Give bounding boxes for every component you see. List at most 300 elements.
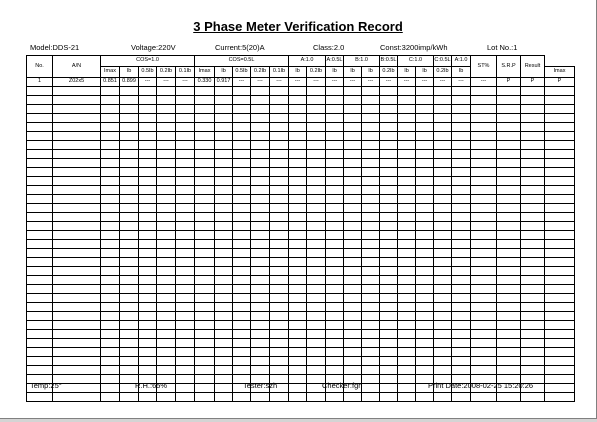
table-cell	[362, 375, 380, 384]
table-cell	[521, 303, 545, 312]
table-cell	[497, 276, 521, 285]
info-model: Model:DDS-21	[30, 43, 80, 52]
table-cell	[471, 330, 497, 339]
table-cell	[344, 213, 362, 222]
table-cell	[307, 96, 326, 105]
table-cell	[157, 312, 176, 321]
table-cell	[344, 114, 362, 123]
table-cell	[251, 294, 270, 303]
table-cell	[233, 168, 251, 177]
table-cell	[233, 357, 251, 366]
table-cell	[326, 150, 344, 159]
table-cell	[233, 240, 251, 249]
table-cell	[471, 366, 497, 375]
table-cell	[416, 195, 434, 204]
table-cell	[497, 177, 521, 186]
table-cell	[380, 141, 398, 150]
table-cell	[362, 141, 380, 150]
table-cell	[380, 114, 398, 123]
header-cos-05l: COS=0.5L	[195, 56, 289, 67]
table-cell	[215, 123, 233, 132]
table-cell	[251, 240, 270, 249]
table-cell	[53, 312, 101, 321]
table-cell	[471, 87, 497, 96]
table-cell	[307, 249, 326, 258]
table-cell	[101, 357, 120, 366]
table-cell	[289, 204, 307, 213]
table-cell	[101, 222, 120, 231]
table-cell	[497, 150, 521, 159]
table-cell	[289, 375, 307, 384]
table-cell	[344, 357, 362, 366]
table-cell	[120, 213, 139, 222]
table-cell	[452, 177, 471, 186]
table-cell	[398, 339, 416, 348]
table-cell	[176, 294, 195, 303]
table-cell	[380, 213, 398, 222]
table-cell	[497, 249, 521, 258]
table-cell	[398, 321, 416, 330]
table-cell	[416, 312, 434, 321]
table-row	[27, 87, 575, 96]
table-cell	[289, 285, 307, 294]
table-cell	[307, 159, 326, 168]
table-cell	[27, 105, 53, 114]
table-cell	[416, 258, 434, 267]
table-cell: ---	[307, 78, 326, 87]
table-cell	[326, 339, 344, 348]
table-cell	[416, 267, 434, 276]
table-cell	[398, 177, 416, 186]
table-cell	[176, 339, 195, 348]
table-row	[27, 240, 575, 249]
table-cell	[53, 294, 101, 303]
table-cell	[270, 285, 289, 294]
table-cell	[434, 204, 452, 213]
table-cell	[289, 276, 307, 285]
table-cell	[452, 168, 471, 177]
table-cell	[176, 96, 195, 105]
table-cell	[434, 348, 452, 357]
table-cell	[101, 96, 120, 105]
table-cell	[139, 348, 157, 357]
table-cell	[471, 339, 497, 348]
table-cell	[416, 231, 434, 240]
table-cell	[233, 132, 251, 141]
table-cell	[362, 321, 380, 330]
table-row	[27, 159, 575, 168]
table-cell	[215, 366, 233, 375]
table-cell	[101, 150, 120, 159]
table-cell	[471, 132, 497, 141]
table-cell	[27, 249, 53, 258]
table-row	[27, 186, 575, 195]
table-cell	[251, 312, 270, 321]
table-cell	[233, 258, 251, 267]
table-cell: P	[545, 78, 575, 87]
table-cell	[497, 330, 521, 339]
table-cell	[157, 339, 176, 348]
table-cell	[157, 87, 176, 96]
table-cell	[157, 240, 176, 249]
table-cell	[398, 150, 416, 159]
table-cell	[251, 159, 270, 168]
table-cell	[270, 249, 289, 258]
table-cell	[139, 321, 157, 330]
table-cell	[497, 141, 521, 150]
table-cell	[53, 177, 101, 186]
table-cell	[53, 231, 101, 240]
table-cell	[380, 195, 398, 204]
table-cell	[157, 123, 176, 132]
table-cell	[215, 357, 233, 366]
table-cell	[497, 312, 521, 321]
table-cell	[380, 285, 398, 294]
table-cell	[27, 303, 53, 312]
table-cell	[452, 285, 471, 294]
table-cell	[398, 141, 416, 150]
table-cell	[120, 141, 139, 150]
table-cell	[545, 231, 575, 240]
table-cell	[120, 357, 139, 366]
table-cell	[195, 330, 215, 339]
table-cell	[545, 204, 575, 213]
table-cell	[307, 366, 326, 375]
table-cell	[497, 339, 521, 348]
subheader-cell: Ib	[215, 67, 233, 78]
table-cell	[195, 339, 215, 348]
table-cell	[362, 312, 380, 321]
table-cell	[380, 312, 398, 321]
table-cell	[270, 330, 289, 339]
table-cell	[27, 330, 53, 339]
table-cell: ---	[452, 78, 471, 87]
table-cell	[521, 231, 545, 240]
table-cell	[176, 114, 195, 123]
table-cell	[307, 213, 326, 222]
table-cell	[434, 393, 452, 402]
table-cell	[545, 150, 575, 159]
table-cell	[380, 123, 398, 132]
table-cell	[195, 348, 215, 357]
table-cell	[120, 96, 139, 105]
table-cell	[251, 195, 270, 204]
table-cell	[27, 186, 53, 195]
table-cell	[233, 96, 251, 105]
table-cell	[398, 384, 416, 393]
table-cell	[101, 87, 120, 96]
table-cell	[452, 393, 471, 402]
table-cell	[362, 339, 380, 348]
table-cell	[521, 123, 545, 132]
table-cell	[362, 96, 380, 105]
table-cell	[545, 330, 575, 339]
table-cell	[120, 366, 139, 375]
table-cell	[344, 249, 362, 258]
table-cell	[101, 105, 120, 114]
table-cell	[497, 303, 521, 312]
table-cell	[452, 195, 471, 204]
table-cell	[521, 105, 545, 114]
table-cell	[416, 168, 434, 177]
table-cell	[434, 132, 452, 141]
subheader-cell: 0.1Ib	[270, 67, 289, 78]
table-cell	[521, 204, 545, 213]
table-cell	[101, 366, 120, 375]
table-cell	[139, 195, 157, 204]
table-cell	[53, 357, 101, 366]
header-srp: S.R.P	[497, 56, 521, 78]
table-cell	[27, 195, 53, 204]
table-cell	[545, 249, 575, 258]
table-cell	[176, 213, 195, 222]
table-cell	[270, 168, 289, 177]
table-cell	[380, 87, 398, 96]
table-cell	[380, 384, 398, 393]
table-row	[27, 321, 575, 330]
table-cell	[380, 294, 398, 303]
table-cell	[545, 276, 575, 285]
table-cell	[215, 159, 233, 168]
table-row	[27, 285, 575, 294]
table-cell	[53, 393, 101, 402]
table-cell	[326, 177, 344, 186]
table-cell	[195, 204, 215, 213]
table-cell	[398, 105, 416, 114]
table-cell	[176, 186, 195, 195]
table-row	[27, 96, 575, 105]
table-cell	[452, 132, 471, 141]
table-cell	[233, 114, 251, 123]
table-cell	[270, 159, 289, 168]
table-cell	[471, 285, 497, 294]
table-cell	[27, 132, 53, 141]
table-cell	[497, 204, 521, 213]
table-cell	[344, 177, 362, 186]
table-cell	[157, 231, 176, 240]
table-cell	[434, 96, 452, 105]
table-cell	[289, 195, 307, 204]
table-cell	[326, 276, 344, 285]
table-cell	[362, 204, 380, 213]
table-cell	[452, 321, 471, 330]
table-cell	[139, 240, 157, 249]
table-cell	[176, 222, 195, 231]
table-cell	[326, 258, 344, 267]
table-cell	[362, 366, 380, 375]
table-cell	[157, 96, 176, 105]
table-cell	[176, 249, 195, 258]
table-cell	[233, 276, 251, 285]
table-cell	[27, 339, 53, 348]
table-cell	[344, 267, 362, 276]
table-cell	[251, 285, 270, 294]
table-cell	[362, 330, 380, 339]
table-cell	[139, 114, 157, 123]
table-cell	[416, 213, 434, 222]
table-cell	[289, 321, 307, 330]
table-cell	[416, 177, 434, 186]
table-cell	[195, 132, 215, 141]
table-cell	[326, 312, 344, 321]
table-cell	[471, 249, 497, 258]
table-cell	[380, 204, 398, 213]
table-cell	[157, 303, 176, 312]
table-cell	[452, 204, 471, 213]
table-cell	[139, 393, 157, 402]
table-cell	[434, 123, 452, 132]
table-cell	[270, 186, 289, 195]
table-cell	[157, 357, 176, 366]
table-cell	[521, 141, 545, 150]
table-cell	[53, 87, 101, 96]
table-cell	[215, 267, 233, 276]
table-cell	[307, 231, 326, 240]
table-cell	[545, 114, 575, 123]
table-cell	[251, 141, 270, 150]
table-cell	[434, 105, 452, 114]
table-cell	[120, 285, 139, 294]
header-an: A/N	[53, 56, 101, 78]
table-cell	[101, 249, 120, 258]
table-cell	[195, 195, 215, 204]
table-cell	[326, 330, 344, 339]
table-cell	[195, 231, 215, 240]
table-cell	[53, 222, 101, 231]
table-cell	[452, 258, 471, 267]
table-cell	[452, 330, 471, 339]
table-cell	[27, 141, 53, 150]
info-lot: Lot No.:1	[487, 43, 518, 52]
table-cell	[53, 330, 101, 339]
table-cell	[215, 258, 233, 267]
table-cell	[452, 123, 471, 132]
table-cell	[120, 222, 139, 231]
table-cell	[101, 303, 120, 312]
subheader-cell: Ib	[120, 67, 139, 78]
table-cell	[195, 393, 215, 402]
table-cell	[434, 231, 452, 240]
table-cell	[471, 105, 497, 114]
info-class: Class:2.0	[313, 43, 345, 52]
table-cell	[101, 240, 120, 249]
table-cell	[101, 123, 120, 132]
table-cell: 0.899	[120, 78, 139, 87]
table-cell	[307, 141, 326, 150]
table-cell	[344, 186, 362, 195]
table-cell	[362, 231, 380, 240]
table-cell	[176, 348, 195, 357]
table-cell	[27, 87, 53, 96]
table-cell	[157, 204, 176, 213]
table-cell	[120, 114, 139, 123]
table-cell	[398, 258, 416, 267]
table-cell	[139, 312, 157, 321]
table-cell	[289, 339, 307, 348]
table-cell	[344, 240, 362, 249]
table-cell	[157, 348, 176, 357]
table-cell	[157, 330, 176, 339]
table-cell	[233, 366, 251, 375]
table-cell	[380, 249, 398, 258]
table-cell	[120, 186, 139, 195]
table-cell	[195, 258, 215, 267]
subheader-cell: 0.2Ib	[251, 67, 270, 78]
table-cell	[53, 348, 101, 357]
table-cell	[251, 276, 270, 285]
table-cell	[416, 357, 434, 366]
table-row	[27, 141, 575, 150]
table-cell	[195, 150, 215, 159]
table-cell	[471, 168, 497, 177]
table-cell	[398, 159, 416, 168]
table-cell	[215, 321, 233, 330]
table-cell	[326, 393, 344, 402]
table-cell	[362, 384, 380, 393]
table-cell	[326, 267, 344, 276]
table-cell	[398, 87, 416, 96]
table-cell	[139, 177, 157, 186]
table-cell	[326, 195, 344, 204]
table-cell	[434, 141, 452, 150]
table-cell	[497, 267, 521, 276]
table-cell	[157, 186, 176, 195]
table-cell: ---	[344, 78, 362, 87]
table-cell	[380, 168, 398, 177]
table-cell	[53, 141, 101, 150]
table-row	[27, 231, 575, 240]
table-cell	[120, 132, 139, 141]
table-cell	[120, 393, 139, 402]
table-cell	[344, 321, 362, 330]
table-cell	[362, 168, 380, 177]
table-cell: P	[497, 78, 521, 87]
table-cell	[139, 303, 157, 312]
table-cell	[233, 141, 251, 150]
table-cell	[101, 114, 120, 123]
table-cell	[362, 123, 380, 132]
table-cell	[344, 303, 362, 312]
table-row	[27, 150, 575, 159]
table-cell	[139, 276, 157, 285]
table-cell	[270, 213, 289, 222]
table-cell	[521, 267, 545, 276]
table-cell: ---	[139, 78, 157, 87]
table-cell	[434, 114, 452, 123]
table-cell	[233, 321, 251, 330]
table-cell	[139, 357, 157, 366]
table-cell	[215, 186, 233, 195]
table-cell	[120, 105, 139, 114]
table-cell	[362, 114, 380, 123]
table-row	[27, 357, 575, 366]
table-cell	[452, 114, 471, 123]
table-cell	[545, 303, 575, 312]
table-cell	[215, 276, 233, 285]
table-cell	[289, 213, 307, 222]
table-cell	[176, 204, 195, 213]
table-cell	[471, 177, 497, 186]
table-cell	[545, 267, 575, 276]
table-cell	[380, 240, 398, 249]
table-cell	[251, 105, 270, 114]
table-cell	[380, 366, 398, 375]
table-cell	[380, 330, 398, 339]
table-cell	[176, 321, 195, 330]
table-row	[27, 132, 575, 141]
table-cell	[307, 393, 326, 402]
table-cell	[120, 267, 139, 276]
